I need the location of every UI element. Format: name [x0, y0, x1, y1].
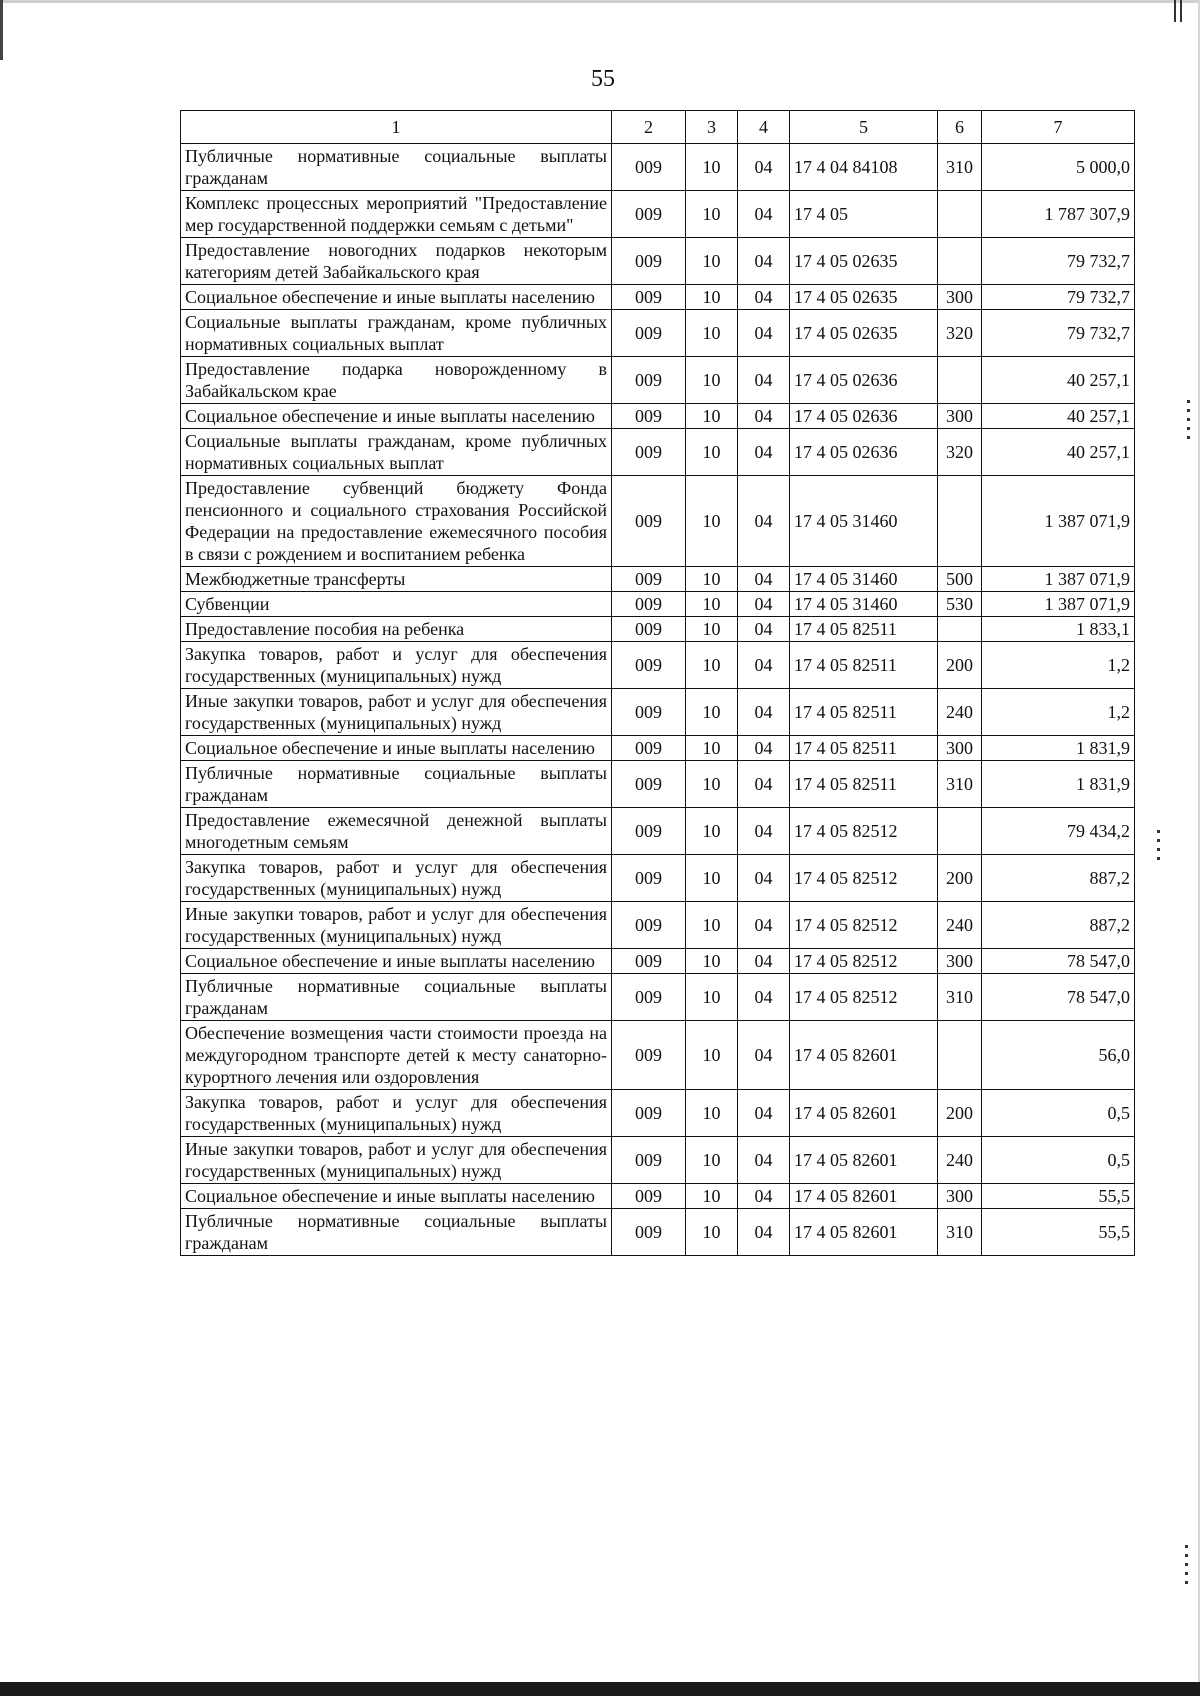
row-csr-cell: 17 4 05 82511 — [790, 736, 938, 761]
table-row — [181, 855, 1135, 902]
row-rz-cell: 10 — [686, 1184, 738, 1209]
row-rz-cell: 10 — [686, 404, 738, 429]
row-vr-cell — [938, 1021, 982, 1090]
row-sum-cell: 0,5 — [982, 1090, 1135, 1137]
row-rz-cell: 10 — [686, 642, 738, 689]
row-name-cell: Социальные выплаты гражданам, кроме публичных нормативных социальных выплат — [181, 429, 612, 476]
row-gr-cell: 009 — [612, 1184, 686, 1209]
row-sum-cell: 1 787 307,9 — [982, 191, 1135, 238]
row-csr-cell: 17 4 05 82511 — [790, 761, 938, 808]
row-csr-cell: 17 4 05 82511 — [790, 642, 938, 689]
row-name-cell: Предоставление новогодних подарков некоторым категориям детей Забайкальского края — [181, 238, 612, 285]
row-csr-cell: 17 4 05 82511 — [790, 617, 938, 642]
row-csr-cell: 17 4 05 02635 — [790, 310, 938, 357]
row-csr-cell: 17 4 05 82511 — [790, 689, 938, 736]
row-gr-cell: 009 — [612, 191, 686, 238]
row-rz-cell: 10 — [686, 736, 738, 761]
table-row — [181, 761, 1135, 808]
row-sum-cell: 1 387 071,9 — [982, 567, 1135, 592]
row-gr-cell: 009 — [612, 974, 686, 1021]
row-pr-cell: 04 — [738, 1184, 790, 1209]
row-rz-cell: 10 — [686, 310, 738, 357]
row-pr-cell: 04 — [738, 476, 790, 567]
row-vr-cell: 300 — [938, 949, 982, 974]
row-pr-cell: 04 — [738, 1137, 790, 1184]
row-sum-cell: 1 831,9 — [982, 761, 1135, 808]
header-cell: 6 — [938, 111, 982, 144]
row-gr-cell: 009 — [612, 808, 686, 855]
scan-left-edge — [0, 0, 3, 60]
row-pr-cell: 04 — [738, 310, 790, 357]
row-pr-cell: 04 — [738, 974, 790, 1021]
row-gr-cell: 009 — [612, 357, 686, 404]
table-row — [181, 1209, 1135, 1256]
row-sum-cell: 1,2 — [982, 642, 1135, 689]
row-rz-cell: 10 — [686, 238, 738, 285]
row-name-cell: Публичные нормативные социальные выплаты гражданам — [181, 761, 612, 808]
row-sum-cell: 78 547,0 — [982, 974, 1135, 1021]
row-csr-cell: 17 4 05 31460 — [790, 592, 938, 617]
row-gr-cell: 009 — [612, 476, 686, 567]
row-name-cell: Социальное обеспечение и иные выплаты населению — [181, 949, 612, 974]
row-sum-cell: 1 833,1 — [982, 617, 1135, 642]
row-sum-cell: 1 387 071,9 — [982, 592, 1135, 617]
row-rz-cell: 10 — [686, 357, 738, 404]
row-vr-cell: 530 — [938, 592, 982, 617]
row-sum-cell: 55,5 — [982, 1184, 1135, 1209]
table-row — [181, 592, 1135, 617]
row-rz-cell: 10 — [686, 191, 738, 238]
row-name-cell: Закупка товаров, работ и услуг для обеспечения государственных (муниципальных) нужд — [181, 1090, 612, 1137]
header-cell: 3 — [686, 111, 738, 144]
row-pr-cell: 04 — [738, 404, 790, 429]
row-csr-cell: 17 4 05 82512 — [790, 902, 938, 949]
row-sum-cell: 56,0 — [982, 1021, 1135, 1090]
row-sum-cell: 887,2 — [982, 855, 1135, 902]
row-name-cell: Социальное обеспечение и иные выплаты населению — [181, 404, 612, 429]
row-gr-cell: 009 — [612, 429, 686, 476]
row-name-cell: Предоставление субвенций бюджету Фонда пенсионного и социального страхования Российской Федерации на предоставление ежемесячного пособия в связи с рождением и воспитанием ребенка — [181, 476, 612, 567]
row-gr-cell: 009 — [612, 404, 686, 429]
row-name-cell: Социальное обеспечение и иные выплаты населению — [181, 1184, 612, 1209]
row-gr-cell: 009 — [612, 310, 686, 357]
row-pr-cell: 04 — [738, 1090, 790, 1137]
row-sum-cell: 1 387 071,9 — [982, 476, 1135, 567]
table-row — [181, 144, 1135, 191]
row-name-cell: Социальное обеспечение и иные выплаты населению — [181, 285, 612, 310]
table-row — [181, 1090, 1135, 1137]
row-pr-cell: 04 — [738, 642, 790, 689]
row-vr-cell: 500 — [938, 567, 982, 592]
row-gr-cell: 009 — [612, 1137, 686, 1184]
table-row — [181, 617, 1135, 642]
row-rz-cell: 10 — [686, 902, 738, 949]
row-gr-cell: 009 — [612, 761, 686, 808]
row-csr-cell: 17 4 05 82512 — [790, 808, 938, 855]
row-name-cell: Субвенции — [181, 592, 612, 617]
table-row — [181, 567, 1135, 592]
row-rz-cell: 10 — [686, 1209, 738, 1256]
row-vr-cell — [938, 238, 982, 285]
row-csr-cell: 17 4 05 — [790, 191, 938, 238]
row-vr-cell: 200 — [938, 642, 982, 689]
table-row — [181, 689, 1135, 736]
row-name-cell: Иные закупки товаров, работ и услуг для обеспечения государственных (муниципальных) нужд — [181, 689, 612, 736]
row-rz-cell: 10 — [686, 974, 738, 1021]
row-rz-cell: 10 — [686, 808, 738, 855]
table-row — [181, 736, 1135, 761]
row-pr-cell: 04 — [738, 567, 790, 592]
row-csr-cell: 17 4 05 82601 — [790, 1021, 938, 1090]
row-sum-cell: 1,2 — [982, 689, 1135, 736]
table-row — [181, 1137, 1135, 1184]
scan-corner-mark — [1174, 0, 1182, 22]
row-rz-cell: 10 — [686, 761, 738, 808]
table-row — [181, 285, 1135, 310]
row-name-cell: Публичные нормативные социальные выплаты гражданам — [181, 1209, 612, 1256]
row-rz-cell: 10 — [686, 285, 738, 310]
row-rz-cell: 10 — [686, 689, 738, 736]
row-vr-cell — [938, 191, 982, 238]
row-name-cell: Закупка товаров, работ и услуг для обеспечения государственных (муниципальных) нужд — [181, 855, 612, 902]
row-pr-cell: 04 — [738, 1021, 790, 1090]
row-sum-cell: 79 732,7 — [982, 310, 1135, 357]
row-gr-cell: 009 — [612, 949, 686, 974]
row-gr-cell: 009 — [612, 642, 686, 689]
row-csr-cell: 17 4 05 02636 — [790, 429, 938, 476]
scan-speckle — [1185, 1545, 1188, 1590]
budget-table — [180, 110, 1135, 1256]
row-sum-cell: 40 257,1 — [982, 429, 1135, 476]
row-pr-cell: 04 — [738, 357, 790, 404]
row-csr-cell: 17 4 04 84108 — [790, 144, 938, 191]
row-csr-cell: 17 4 05 82512 — [790, 949, 938, 974]
row-vr-cell: 310 — [938, 144, 982, 191]
table-row — [181, 191, 1135, 238]
row-pr-cell: 04 — [738, 144, 790, 191]
row-gr-cell: 009 — [612, 736, 686, 761]
row-pr-cell: 04 — [738, 592, 790, 617]
row-name-cell: Обеспечение возмещения части стоимости проезда на междугородном транспорте детей к месту санаторно-курортного лечения или оздоровления — [181, 1021, 612, 1090]
table-row — [181, 808, 1135, 855]
header-cell: 7 — [982, 111, 1135, 144]
row-vr-cell: 200 — [938, 1090, 982, 1137]
row-sum-cell: 79 732,7 — [982, 238, 1135, 285]
row-gr-cell: 009 — [612, 617, 686, 642]
row-name-cell: Социальное обеспечение и иные выплаты населению — [181, 736, 612, 761]
row-gr-cell: 009 — [612, 567, 686, 592]
row-pr-cell: 04 — [738, 191, 790, 238]
row-pr-cell: 04 — [738, 429, 790, 476]
row-sum-cell: 40 257,1 — [982, 404, 1135, 429]
scan-bottom-edge — [0, 1682, 1200, 1696]
row-rz-cell: 10 — [686, 1137, 738, 1184]
row-sum-cell: 887,2 — [982, 902, 1135, 949]
row-csr-cell: 17 4 05 31460 — [790, 476, 938, 567]
row-name-cell: Публичные нормативные социальные выплаты гражданам — [181, 974, 612, 1021]
row-csr-cell: 17 4 05 02636 — [790, 404, 938, 429]
table-row — [181, 476, 1135, 567]
row-pr-cell: 04 — [738, 949, 790, 974]
row-rz-cell: 10 — [686, 476, 738, 567]
row-pr-cell: 04 — [738, 902, 790, 949]
row-vr-cell — [938, 357, 982, 404]
row-name-cell: Предоставление пособия на ребенка — [181, 617, 612, 642]
row-name-cell: Иные закупки товаров, работ и услуг для обеспечения государственных (муниципальных) нужд — [181, 902, 612, 949]
row-rz-cell: 10 — [686, 567, 738, 592]
table-row — [181, 1184, 1135, 1209]
row-csr-cell: 17 4 05 82512 — [790, 855, 938, 902]
header-cell: 2 — [612, 111, 686, 144]
row-vr-cell: 200 — [938, 855, 982, 902]
row-pr-cell: 04 — [738, 855, 790, 902]
row-csr-cell: 17 4 05 02635 — [790, 285, 938, 310]
row-vr-cell — [938, 617, 982, 642]
table-row — [181, 1021, 1135, 1090]
table-row — [181, 404, 1135, 429]
row-vr-cell: 300 — [938, 1184, 982, 1209]
row-vr-cell: 300 — [938, 404, 982, 429]
row-sum-cell: 0,5 — [982, 1137, 1135, 1184]
row-gr-cell: 009 — [612, 285, 686, 310]
row-name-cell: Закупка товаров, работ и услуг для обеспечения государственных (муниципальных) нужд — [181, 642, 612, 689]
header-cell: 5 — [790, 111, 938, 144]
row-rz-cell: 10 — [686, 1090, 738, 1137]
row-csr-cell: 17 4 05 02636 — [790, 357, 938, 404]
row-csr-cell: 17 4 05 82601 — [790, 1184, 938, 1209]
table-row — [181, 238, 1135, 285]
row-name-cell: Предоставление ежемесячной денежной выплаты многодетным семьям — [181, 808, 612, 855]
row-rz-cell: 10 — [686, 617, 738, 642]
row-pr-cell: 04 — [738, 1209, 790, 1256]
row-rz-cell: 10 — [686, 1021, 738, 1090]
row-gr-cell: 009 — [612, 1090, 686, 1137]
row-gr-cell: 009 — [612, 592, 686, 617]
row-gr-cell: 009 — [612, 902, 686, 949]
row-gr-cell: 009 — [612, 1209, 686, 1256]
row-pr-cell: 04 — [738, 736, 790, 761]
row-sum-cell: 78 547,0 — [982, 949, 1135, 974]
header-cell: 1 — [181, 111, 612, 144]
row-vr-cell: 320 — [938, 310, 982, 357]
page-number: 55 — [591, 66, 615, 92]
row-vr-cell: 300 — [938, 736, 982, 761]
row-pr-cell: 04 — [738, 285, 790, 310]
row-vr-cell: 320 — [938, 429, 982, 476]
scan-top-edge — [0, 0, 1200, 3]
row-gr-cell: 009 — [612, 855, 686, 902]
row-name-cell: Межбюджетные трансферты — [181, 567, 612, 592]
row-pr-cell: 04 — [738, 238, 790, 285]
header-cell: 4 — [738, 111, 790, 144]
row-pr-cell: 04 — [738, 808, 790, 855]
table-row — [181, 642, 1135, 689]
row-csr-cell: 17 4 05 82601 — [790, 1209, 938, 1256]
row-sum-cell: 40 257,1 — [982, 357, 1135, 404]
row-sum-cell: 1 831,9 — [982, 736, 1135, 761]
row-sum-cell: 55,5 — [982, 1209, 1135, 1256]
row-csr-cell: 17 4 05 02635 — [790, 238, 938, 285]
table-row — [181, 902, 1135, 949]
row-pr-cell: 04 — [738, 617, 790, 642]
row-name-cell: Публичные нормативные социальные выплаты гражданам — [181, 144, 612, 191]
row-vr-cell: 310 — [938, 974, 982, 1021]
row-gr-cell: 009 — [612, 144, 686, 191]
table-row — [181, 357, 1135, 404]
row-rz-cell: 10 — [686, 949, 738, 974]
row-rz-cell: 10 — [686, 592, 738, 617]
row-csr-cell: 17 4 05 82601 — [790, 1137, 938, 1184]
row-csr-cell: 17 4 05 31460 — [790, 567, 938, 592]
table-body — [181, 144, 1135, 1256]
row-csr-cell: 17 4 05 82601 — [790, 1090, 938, 1137]
row-sum-cell: 5 000,0 — [982, 144, 1135, 191]
row-name-cell: Социальные выплаты гражданам, кроме публичных нормативных социальных выплат — [181, 310, 612, 357]
row-name-cell: Иные закупки товаров, работ и услуг для обеспечения государственных (муниципальных) нужд — [181, 1137, 612, 1184]
row-vr-cell: 240 — [938, 689, 982, 736]
row-vr-cell — [938, 808, 982, 855]
row-gr-cell: 009 — [612, 1021, 686, 1090]
table-row — [181, 429, 1135, 476]
row-rz-cell: 10 — [686, 144, 738, 191]
row-rz-cell: 10 — [686, 429, 738, 476]
row-name-cell: Комплекс процессных мероприятий "Предоставление мер государственной поддержки семьям с детьми" — [181, 191, 612, 238]
scan-speckle — [1187, 400, 1190, 440]
row-rz-cell: 10 — [686, 855, 738, 902]
table-row — [181, 310, 1135, 357]
row-vr-cell: 300 — [938, 285, 982, 310]
row-pr-cell: 04 — [738, 761, 790, 808]
row-vr-cell — [938, 476, 982, 567]
row-sum-cell: 79 434,2 — [982, 808, 1135, 855]
row-vr-cell: 310 — [938, 761, 982, 808]
row-vr-cell: 240 — [938, 902, 982, 949]
row-vr-cell: 240 — [938, 1137, 982, 1184]
row-sum-cell: 79 732,7 — [982, 285, 1135, 310]
scan-speckle — [1157, 830, 1160, 860]
row-gr-cell: 009 — [612, 238, 686, 285]
table-row — [181, 949, 1135, 974]
row-name-cell: Предоставление подарка новорожденному в Забайкальском крае — [181, 357, 612, 404]
row-gr-cell: 009 — [612, 689, 686, 736]
row-pr-cell: 04 — [738, 689, 790, 736]
row-csr-cell: 17 4 05 82512 — [790, 974, 938, 1021]
table-row — [181, 974, 1135, 1021]
row-vr-cell: 310 — [938, 1209, 982, 1256]
header-row — [181, 111, 1135, 144]
